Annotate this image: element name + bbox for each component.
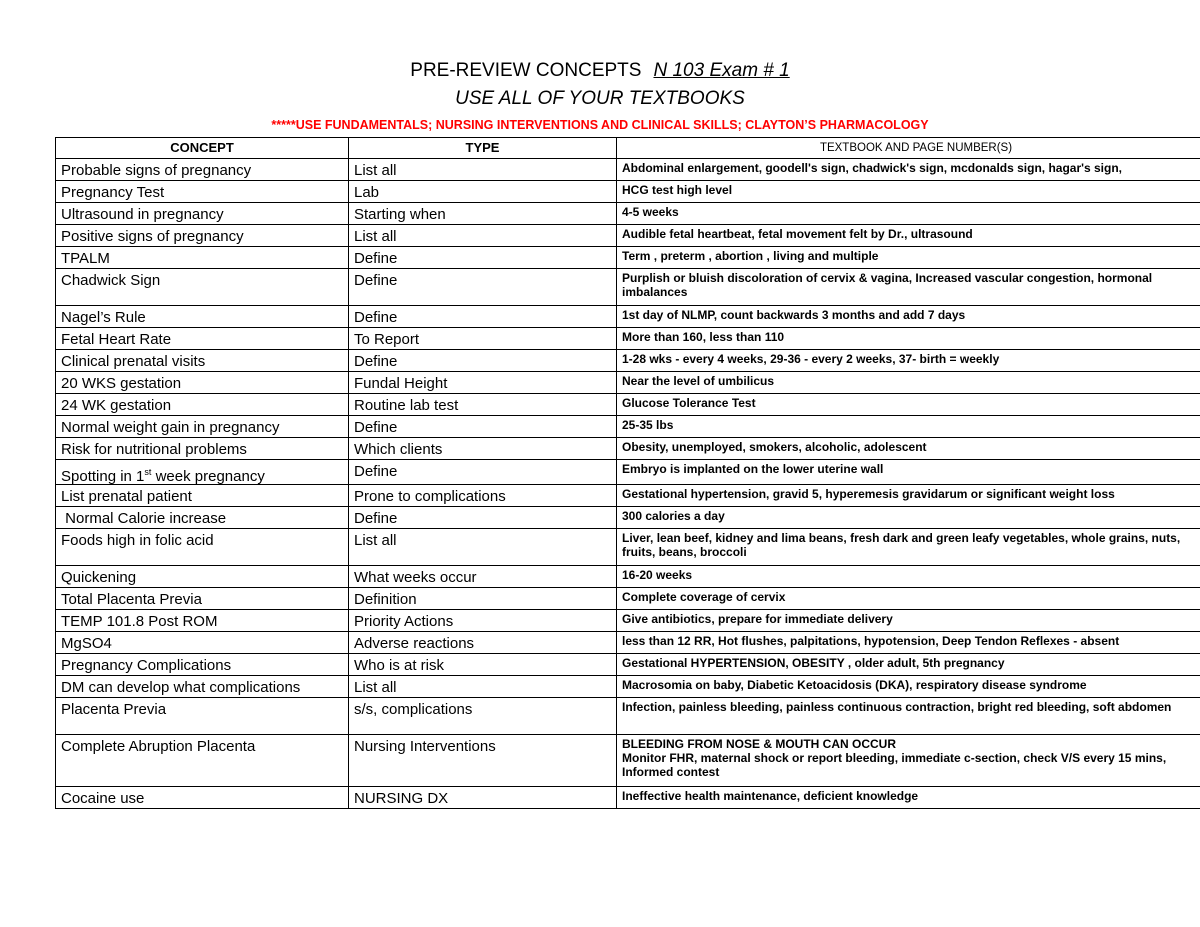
type-cell: Lab xyxy=(349,181,617,203)
textbook-note: *****USE FUNDAMENTALS; NURSING INTERVENTIONS AND CLINICAL SKILLS; CLAYTON’S PHARMACOLOGY xyxy=(271,118,929,132)
table-row xyxy=(56,350,1200,372)
answer-cell: 4-5 weeks xyxy=(617,203,1200,225)
type-cell: Define xyxy=(349,247,617,269)
answer-cell: Infection, painless bleeding, painless continuous contraction, bright red bleeding, soft abdomen xyxy=(617,698,1200,735)
table-row xyxy=(56,566,1200,588)
table-row xyxy=(56,485,1200,507)
type-cell: Who is at risk xyxy=(349,654,617,676)
table-row xyxy=(56,654,1200,676)
type-cell: List all xyxy=(349,159,617,181)
superscript: st xyxy=(144,467,152,477)
type-cell: Priority Actions xyxy=(349,610,617,632)
type-cell: What weeks occur xyxy=(349,566,617,588)
table-row xyxy=(56,159,1200,181)
type-cell: Define xyxy=(349,507,617,529)
type-cell: List all xyxy=(349,225,617,247)
type-cell: List all xyxy=(349,676,617,698)
table-row xyxy=(56,306,1200,328)
type-cell: Define xyxy=(349,269,617,306)
table-row xyxy=(56,203,1200,225)
table-row xyxy=(56,787,1200,809)
type-cell: Nursing Interventions xyxy=(349,735,617,787)
table-row xyxy=(56,698,1200,735)
concept-cell: TEMP 101.8 Post ROM xyxy=(56,610,349,632)
answer-cell: Abdominal enlargement, goodell's sign, chadwick's sign, mcdonalds sign, hagar's sign, xyxy=(617,159,1200,181)
concept-cell: Fetal Heart Rate xyxy=(56,328,349,350)
table-row xyxy=(56,460,1200,485)
answer-cell: 25-35 lbs xyxy=(617,416,1200,438)
table-row xyxy=(56,610,1200,632)
answer-cell: Ineffective health maintenance, deficient knowledge xyxy=(617,787,1200,809)
table-row xyxy=(56,529,1200,566)
answer-cell: Purplish or bluish discoloration of cervix & vagina, Increased vascular congestion, hormonal imbalances xyxy=(617,269,1200,306)
type-cell: Prone to complications xyxy=(349,485,617,507)
concept-cell: Total Placenta Previa xyxy=(56,588,349,610)
type-cell: NURSING DX xyxy=(349,787,617,809)
answer-cell: Term , preterm , abortion , living and multiple xyxy=(617,247,1200,269)
type-cell: Starting when xyxy=(349,203,617,225)
concept-cell: Clinical prenatal visits xyxy=(56,350,349,372)
answer-cell: Audible fetal heartbeat, fetal movement felt by Dr., ultrasound xyxy=(617,225,1200,247)
table-row xyxy=(56,507,1200,529)
table-row xyxy=(56,632,1200,654)
header-concept: CONCEPT xyxy=(56,138,349,159)
concept-text-rest: week pregnancy xyxy=(151,468,265,485)
table-row xyxy=(56,394,1200,416)
table-row xyxy=(56,372,1200,394)
concept-cell: MgSO4 xyxy=(56,632,349,654)
concept-text: Spotting in 1 xyxy=(61,468,145,485)
answer-cell: Macrosomia on baby, Diabetic Ketoacidosis (DKA), respiratory disease syndrome xyxy=(617,676,1200,698)
header-textbook: TEXTBOOK AND PAGE NUMBER(S) xyxy=(617,138,1200,159)
concept-cell: Probable signs of pregnancy xyxy=(56,159,349,181)
answer-cell: Gestational HYPERTENSION, OBESITY , older adult, 5th pregnancy xyxy=(617,654,1200,676)
table-row xyxy=(56,328,1200,350)
concept-cell: Complete Abruption Placenta xyxy=(56,735,349,787)
concept-cell: Risk for nutritional problems xyxy=(56,438,349,460)
concept-cell: Quickening xyxy=(56,566,349,588)
answer-cell: Glucose Tolerance Test xyxy=(617,394,1200,416)
table-row xyxy=(56,247,1200,269)
type-cell: Define xyxy=(349,350,617,372)
concept-cell: List prenatal patient xyxy=(56,485,349,507)
type-cell: Define xyxy=(349,306,617,328)
answer-cell: Gestational hypertension, gravid 5, hyperemesis gravidarum or significant weight loss xyxy=(617,485,1200,507)
answer-cell: Complete coverage of cervix xyxy=(617,588,1200,610)
concept-cell xyxy=(56,460,349,485)
answer-cell: 1-28 wks - every 4 weeks, 29-36 - every 2 weeks, 37- birth = weekly xyxy=(617,350,1200,372)
answer-cell: less than 12 RR, Hot flushes, palpitations, hypotension, Deep Tendon Reflexes - absent xyxy=(617,632,1200,654)
answer-line: BLEEDING FROM NOSE & MOUTH CAN OCCUR xyxy=(622,737,896,751)
answer-cell: 1st day of NLMP, count backwards 3 months and add 7 days xyxy=(617,306,1200,328)
type-cell: Fundal Height xyxy=(349,372,617,394)
type-cell: s/s, complications xyxy=(349,698,617,735)
exam-label: N 103 Exam # 1 xyxy=(653,60,790,81)
concept-cell: TPALM xyxy=(56,247,349,269)
table-row xyxy=(56,588,1200,610)
concept-cell: Pregnancy Complications xyxy=(56,654,349,676)
concept-cell: Normal weight gain in pregnancy xyxy=(56,416,349,438)
table-row xyxy=(56,676,1200,698)
answer-cell: Near the level of umbilicus xyxy=(617,372,1200,394)
answer-cell: Obesity, unemployed, smokers, alcoholic, adolescent xyxy=(617,438,1200,460)
table-header-row xyxy=(56,138,1200,159)
type-cell: Which clients xyxy=(349,438,617,460)
concept-cell: 20 WKS gestation xyxy=(56,372,349,394)
concept-cell: DM can develop what complications xyxy=(56,676,349,698)
answer-cell: 300 calories a day xyxy=(617,507,1200,529)
type-cell: Define xyxy=(349,416,617,438)
answer-cell: More than 160, less than 110 xyxy=(617,328,1200,350)
concept-cell: Cocaine use xyxy=(56,787,349,809)
table-row xyxy=(56,416,1200,438)
table-row xyxy=(56,225,1200,247)
concept-cell: Nagel’s Rule xyxy=(56,306,349,328)
type-cell: Routine lab test xyxy=(349,394,617,416)
concept-cell: Normal Calorie increase xyxy=(56,507,349,529)
answer-cell: Liver, lean beef, kidney and lima beans, fresh dark and green leafy vegetables, whole grains, nuts, fruits, beans, broccoli xyxy=(617,529,1200,566)
header-type: TYPE xyxy=(349,138,617,159)
concept-cell: Placenta Previa xyxy=(56,698,349,735)
concept-cell: Chadwick Sign xyxy=(56,269,349,306)
type-cell: List all xyxy=(349,529,617,566)
answer-line: Monitor FHR, maternal shock or report bleeding, immediate c-section, check V/S every 15 mins, Informed contest xyxy=(622,751,1167,779)
table-row xyxy=(56,438,1200,460)
concept-cell: Pregnancy Test xyxy=(56,181,349,203)
answer-cell: Embryo is implanted on the lower uterine wall xyxy=(617,460,1200,485)
concept-cell: 24 WK gestation xyxy=(56,394,349,416)
title-text: PRE-REVIEW CONCEPTS xyxy=(410,60,642,81)
table-row xyxy=(56,735,1200,787)
concept-cell: Ultrasound in pregnancy xyxy=(56,203,349,225)
answer-cell xyxy=(617,735,1200,787)
subtitle: USE ALL OF YOUR TEXTBOOKS xyxy=(455,88,745,109)
table-row xyxy=(56,269,1200,306)
concept-cell: Foods high in folic acid xyxy=(56,529,349,566)
answer-cell: Give antibiotics, prepare for immediate delivery xyxy=(617,610,1200,632)
table-row xyxy=(56,181,1200,203)
page-title xyxy=(0,60,1200,82)
type-cell: Define xyxy=(349,460,617,485)
answer-cell: 16-20 weeks xyxy=(617,566,1200,588)
answer-cell: HCG test high level xyxy=(617,181,1200,203)
concepts-table xyxy=(55,137,1200,809)
type-cell: Definition xyxy=(349,588,617,610)
type-cell: To Report xyxy=(349,328,617,350)
concept-cell: Positive signs of pregnancy xyxy=(56,225,349,247)
type-cell: Adverse reactions xyxy=(349,632,617,654)
